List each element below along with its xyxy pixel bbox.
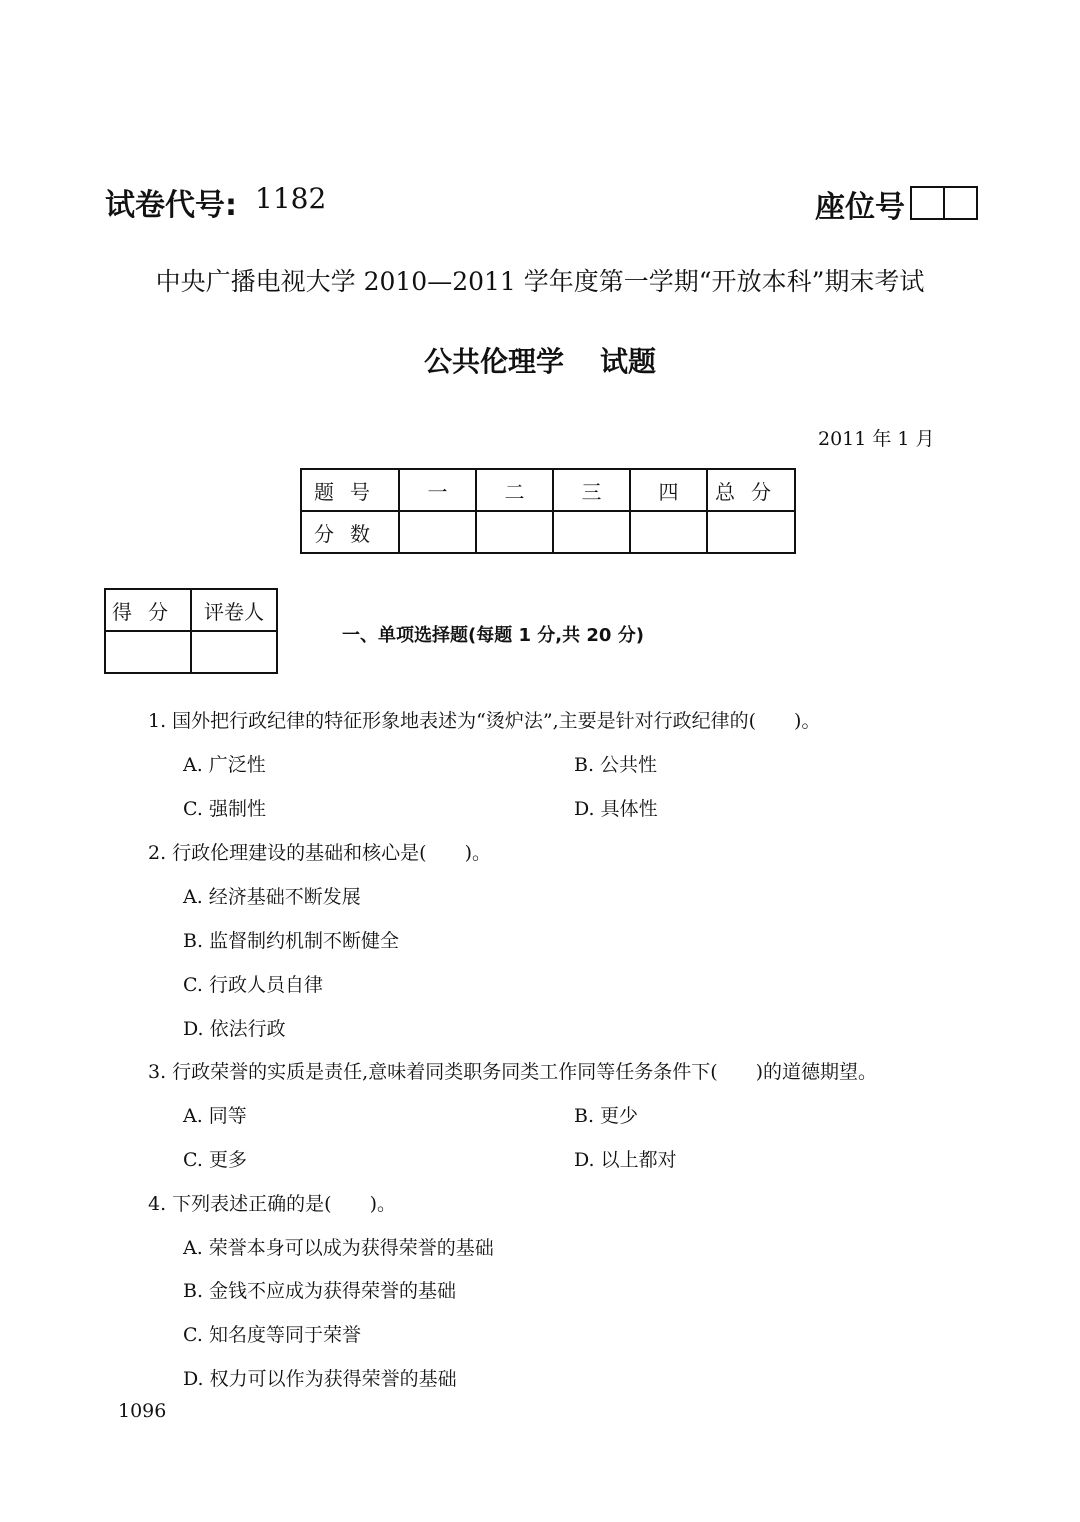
question-3-option-a: A. 同等 (183, 1105, 247, 1127)
score-cell (553, 511, 630, 553)
grader-cell (191, 631, 277, 673)
question-1-option-b: B. 公共性 (574, 754, 658, 776)
paper-code: 1182 (255, 182, 327, 215)
question-1-option-c: C. 强制性 (183, 798, 266, 820)
grader-label: 评卷人 (191, 589, 277, 631)
subject-name: 公共伦理学 (423, 345, 564, 378)
question-2-option-b: B. 监督制约机制不断健全 (183, 930, 400, 952)
question-2-option-d: D. 依法行政 (183, 1018, 286, 1040)
question-1-option-d: D. 具体性 (574, 798, 658, 820)
question-2-option-c: C. 行政人员自律 (183, 974, 323, 996)
section-title: 一、单项选择题(每题 1 分,共 20 分) (342, 625, 644, 646)
column-3-header: 三 (553, 469, 630, 511)
score-cell (399, 511, 476, 553)
question-3-stem: 3. 行政荣誉的实质是责任,意味着同类职务同类工作同等任务条件下( )的道德期望。 (148, 1061, 878, 1083)
score-table (300, 468, 796, 554)
column-2-header: 二 (476, 469, 553, 511)
grader-table (104, 588, 278, 674)
score-table-header-row (301, 469, 795, 511)
seat-number-label: 座位号 (815, 190, 905, 225)
question-3-option-c: C. 更多 (183, 1149, 247, 1171)
question-1-stem: 1. 国外把行政纪律的特征形象地表述为“烫炉法”,主要是针对行政纪律的( )。 (148, 710, 821, 732)
question-4-option-c: C. 知名度等同于荣誉 (183, 1324, 361, 1346)
exam-title: 中央广播电视大学 2010—2011 学年度第一学期“开放本科”期末考试 (155, 267, 925, 296)
seat-number-box (945, 188, 976, 218)
score-table-score-row (301, 511, 795, 553)
column-1-header: 一 (399, 469, 476, 511)
score-cell (476, 511, 553, 553)
question-1-option-a: A. 广泛性 (183, 754, 266, 776)
question-2-option-a: A. 经济基础不断发展 (183, 886, 361, 908)
question-4-option-a: A. 荣誉本身可以成为获得荣誉的基础 (183, 1237, 494, 1259)
page-number: 1096 (118, 1400, 167, 1422)
seat-number-box (912, 188, 945, 218)
subject-suffix: 试题 (600, 345, 657, 378)
question-3-option-b: B. 更少 (574, 1105, 639, 1127)
question-2-stem: 2. 行政伦理建设的基础和核心是( )。 (148, 842, 491, 864)
question-number-label: 题号 (301, 469, 399, 511)
score-label: 得分 (105, 589, 191, 631)
exam-date: 2011 年 1 月 (818, 428, 935, 450)
subject-title (0, 340, 1080, 380)
score-cell (630, 511, 707, 553)
question-3-option-d: D. 以上都对 (574, 1149, 677, 1171)
question-4-option-b: B. 金钱不应成为获得荣誉的基础 (183, 1280, 457, 1302)
question-4-option-d: D. 权力可以作为获得荣誉的基础 (183, 1368, 457, 1390)
total-score-cell (707, 511, 795, 553)
seat-number-boxes (910, 186, 978, 220)
score-label: 分数 (301, 511, 399, 553)
paper-code-label: 试卷代号: (105, 188, 237, 223)
total-header: 总分 (707, 469, 795, 511)
column-4-header: 四 (630, 469, 707, 511)
section-score-cell (105, 631, 191, 673)
question-4-stem: 4. 下列表述正确的是( )。 (148, 1193, 396, 1215)
